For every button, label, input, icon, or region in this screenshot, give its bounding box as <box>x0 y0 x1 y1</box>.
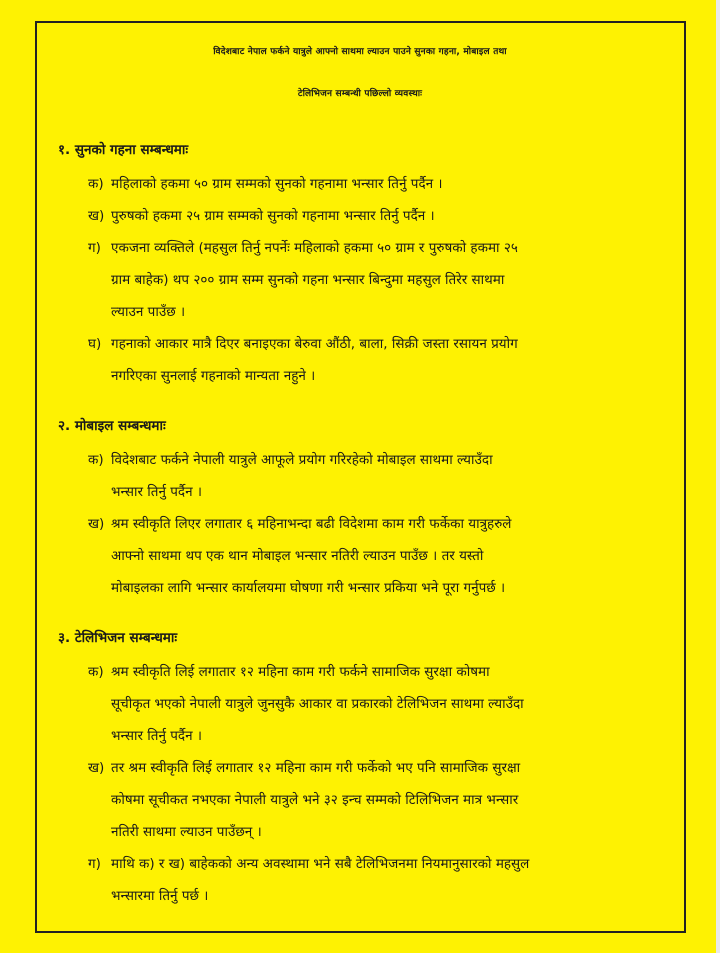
item-text-line: ल्याउन पाउँछ । <box>111 304 186 320</box>
notice-title-line-2: टेलिभिजन सम्बन्धी पछिल्लो व्यवस्थाः <box>297 89 423 99</box>
item-text-line: पुरुषको हकमा २५ ग्राम सम्मको सुनको गहनामा भन्सार तिर्नु पर्दैन । <box>111 208 435 224</box>
page-edge <box>716 0 720 953</box>
item-text-line: माथि क) र ख) बाहेकको अन्य अवस्थामा भने सबै टेलिभिजनमा नियमानुसारको महसुल <box>111 856 530 872</box>
item-marker: ख) <box>88 516 105 532</box>
item-text-line: श्रम स्वीकृति लिएर लगातार ६ महिनाभन्दा बढी विदेशमा काम गरी फर्केका यात्रुहरुले <box>111 516 512 532</box>
item-text-line: आफ्नो साथमा थप एक थान मोबाइल भन्सार नतिरी ल्याउन पाउँछ । तर यस्तो <box>111 548 484 564</box>
item-marker: क) <box>88 452 104 468</box>
item-text-line: भन्सार तिर्नु पर्दैन । <box>111 484 202 500</box>
item-text-line: एकजना व्यक्तिले (महसुल तिर्नु नपर्नेः महिलाको हकमा ५० ग्राम र पुरुषको हकमा २५ <box>111 240 518 256</box>
item-text-line: तर श्रम स्वीकृति लिई लगातार १२ महिना काम गरी फर्केको भए पनि सामाजिक सुरक्षा <box>111 760 521 776</box>
item-text-line: ग्राम बाहेक) थप २०० ग्राम सम्म सुनको गहना भन्सार बिन्दुमा महसुल तिरेर साथमा <box>111 272 505 288</box>
item-marker: क) <box>88 176 104 192</box>
section-heading-mobile: २. मोबाइल सम्बन्धमाः <box>58 418 166 434</box>
item-text-line: भन्सारमा तिर्नु पर्छ । <box>111 888 209 904</box>
item-text-line: नतिरी साथमा ल्याउन पाउँछन् । <box>111 824 262 840</box>
item-marker: ख) <box>88 760 105 776</box>
item-marker: घ) <box>88 336 102 352</box>
section-heading-television: ३. टेलिभिजन सम्बन्धमाः <box>58 630 178 646</box>
item-text-line: नगरिएका सुनलाई गहनाको मान्यता नहुने । <box>111 368 316 384</box>
item-marker: क) <box>88 664 104 680</box>
item-text-line: विदेशबाट फर्कने नेपाली यात्रुले आफूले प्रयोग गरिरहेको मोबाइल साथमा ल्याउँदा <box>111 452 493 468</box>
item-text-line: सूचीकृत भएको नेपाली यात्रुले जुनसुकै आकार वा प्रकारको टेलिभिजन साथमा ल्याउँदा <box>111 696 524 712</box>
item-text-line: कोषमा सूचीकत नभएका नेपाली यात्रुले भने ३२ इन्च सम्मको टिलिभिजन मात्र भन्सार <box>111 792 519 808</box>
section-heading-gold: १. सुनको गहना सम्बन्धमाः <box>58 142 189 158</box>
item-text-line: महिलाको हकमा ५० ग्राम सम्मको सुनको गहनामा भन्सार तिर्नु पर्दैन । <box>111 176 443 192</box>
item-text-line: गहनाको आकार मात्रै दिएर बनाइएका बेरुवा औंठी, बाला, सिक्री जस्ता रसायन प्रयोग <box>111 336 518 352</box>
item-text-line: श्रम स्वीकृति लिई लगातार १२ महिना काम गरी फर्कने सामाजिक सुरक्षा कोषमा <box>111 664 490 680</box>
item-text-line: मोबाइलका लागि भन्सार कार्यालयमा घोषणा गरी भन्सार प्रकिया भने पूरा गर्नुपर्छ । <box>111 580 506 596</box>
item-marker: ग) <box>88 856 101 872</box>
item-marker: ख) <box>88 208 105 224</box>
item-marker: ग) <box>88 240 101 256</box>
item-text-line: भन्सार तिर्नु पर्दैन । <box>111 728 202 744</box>
notice-title-line-1: विदेशबाट नेपाल फर्कने यात्रुले आफ्नो साथमा ल्याउन पाउने सुनका गहना, मोबाइल तथा <box>213 47 507 57</box>
